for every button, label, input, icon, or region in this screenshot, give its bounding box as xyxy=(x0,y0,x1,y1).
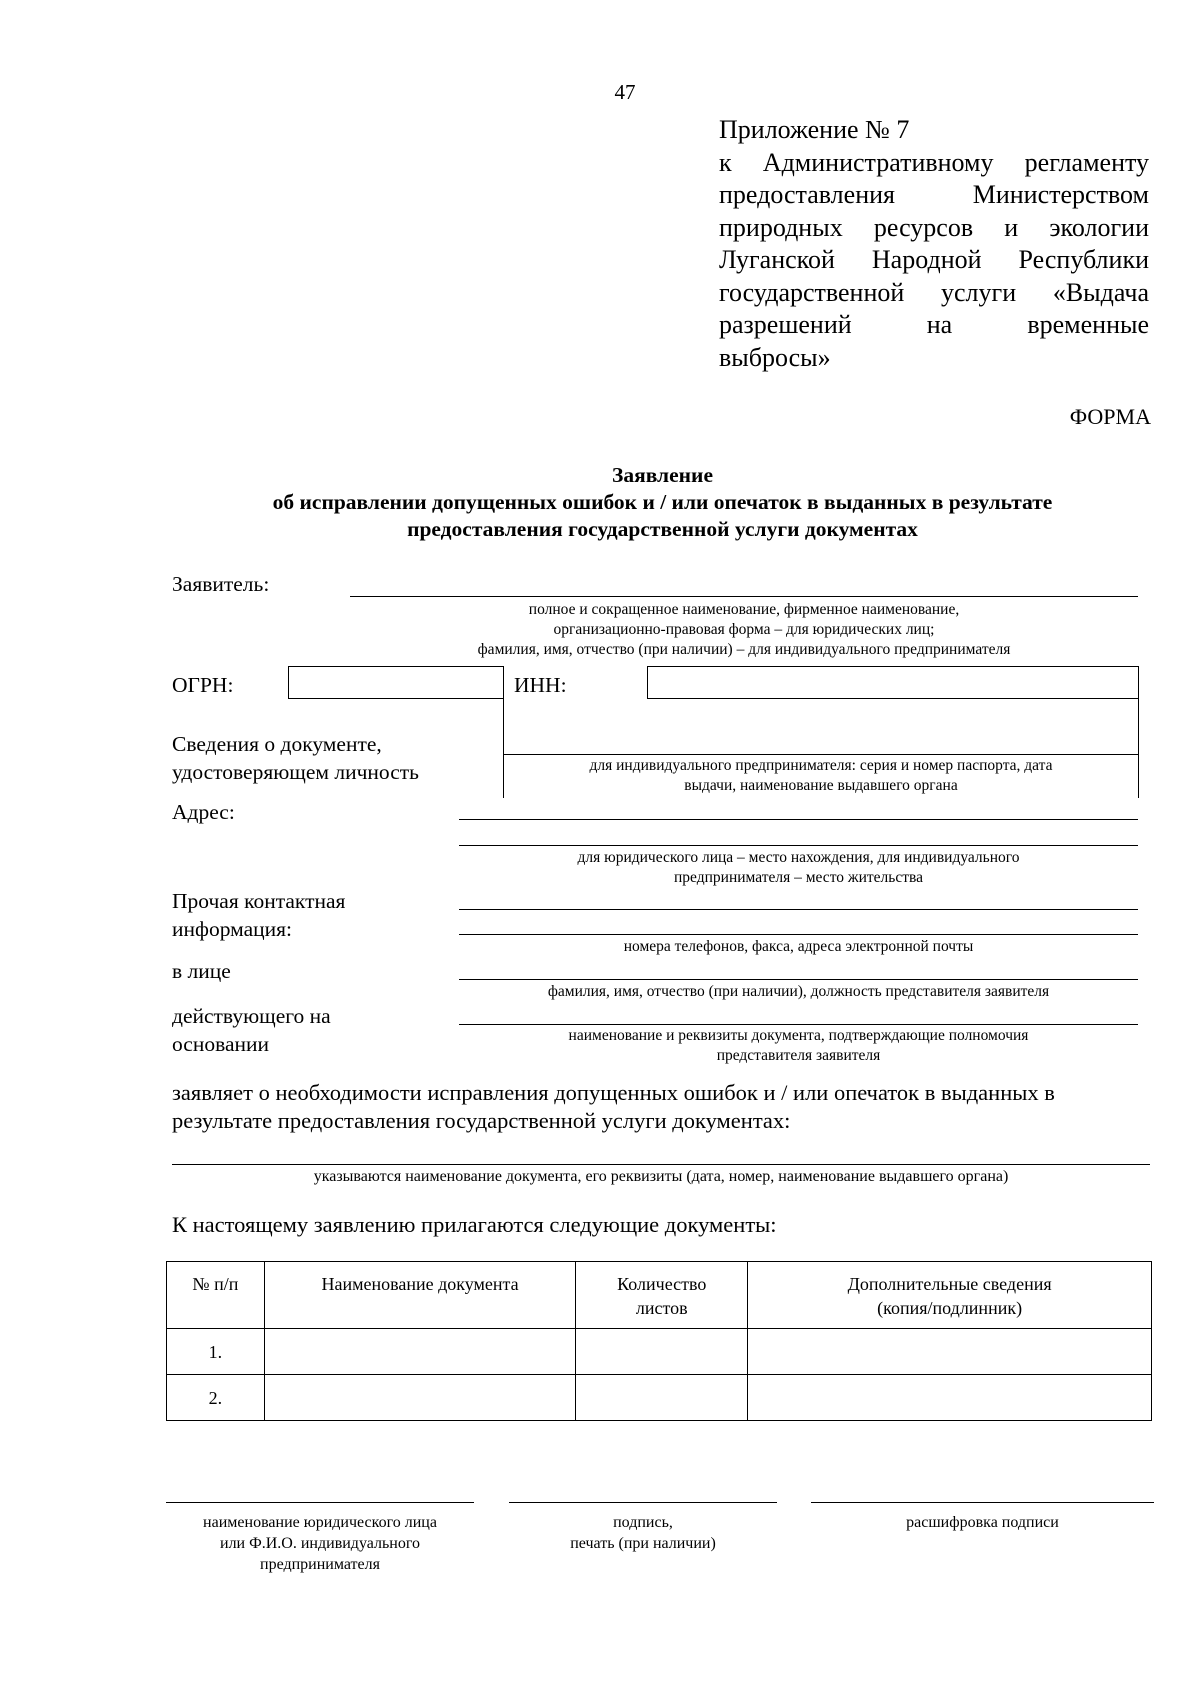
table-cell[interactable] xyxy=(748,1375,1152,1421)
appendix-line: государственной услуги «Выдача xyxy=(719,277,1149,307)
table-cell[interactable] xyxy=(264,1329,576,1375)
address-label: Адрес: xyxy=(172,800,235,824)
hint-line: организационно-правовая форма – для юридических лиц; xyxy=(553,621,935,638)
table-row xyxy=(167,1375,1152,1421)
ogrn-field[interactable] xyxy=(288,666,504,699)
contact-field-line-2[interactable] xyxy=(459,934,1138,935)
table-header-row xyxy=(167,1262,1152,1329)
row-number: 1. xyxy=(167,1329,265,1375)
person-label: в лице xyxy=(172,959,231,983)
inn-label: ИНН: xyxy=(514,673,567,697)
applicant-hint xyxy=(350,600,1138,660)
basis-field[interactable] xyxy=(459,1024,1138,1025)
statement-field[interactable] xyxy=(172,1164,1150,1165)
address-hint xyxy=(459,848,1138,888)
signature-caption xyxy=(509,1512,777,1554)
appendix-header xyxy=(719,114,1149,374)
title-line: предоставления государственной услуги документах xyxy=(407,517,918,541)
contact-hint: номера телефонов, факса, адреса электронной почты xyxy=(623,938,974,955)
hint-line: полное и сокращенное наименование, фирменное наименование, xyxy=(528,601,960,618)
statement-text: заявляет о необходимости исправления допущенных ошибок и / или опечаток в выданных в результате предоставления государственной услуги документах: xyxy=(172,1080,1055,1133)
label-line: Прочая контактная xyxy=(172,889,346,913)
attachments-intro: К настоящему заявлению прилагаются следующие документы: xyxy=(172,1212,777,1237)
signature-name-field[interactable] xyxy=(166,1502,474,1503)
applicant-field[interactable] xyxy=(350,596,1138,597)
basis-hint xyxy=(459,1026,1138,1066)
hint-line: для индивидуального предпринимателя: серия и номер паспорта, дата xyxy=(589,757,1053,774)
signature-name-caption xyxy=(166,1512,474,1575)
table-cell[interactable] xyxy=(576,1375,748,1421)
hint-line: наименование и реквизиты документа, подтверждающие полномочия xyxy=(568,1027,1029,1044)
column-header: Дополнительные сведения (копия/подлинник) xyxy=(748,1262,1152,1329)
caption-line: или Ф.И.О. индивидуального xyxy=(220,1535,420,1552)
inn-field[interactable] xyxy=(647,666,1139,699)
label-line: Сведения о документе, xyxy=(172,732,382,756)
appendix-line: природных ресурсов и экологии xyxy=(719,212,1149,242)
id-doc-hint xyxy=(504,756,1138,796)
documents-table xyxy=(166,1261,1152,1421)
statement-hint: указываются наименование документа, его реквизиты (дата, номер, наименование выдавшего органа) xyxy=(313,1168,1009,1185)
hint-line: для юридического лица – место нахождения, для индивидуального xyxy=(577,849,1020,866)
row-number: 2. xyxy=(167,1375,265,1421)
table-cell[interactable] xyxy=(264,1375,576,1421)
person-hint: фамилия, имя, отчество (при наличии), должность представителя заявителя xyxy=(547,983,1050,1000)
hint-line: предпринимателя – место жительства xyxy=(674,869,923,886)
hint-line: фамилия, имя, отчество (при наличии) – для индивидуального предпринимателя xyxy=(477,641,1011,658)
label-line: удостоверяющем личность xyxy=(172,760,419,784)
ogrn-label: ОГРН: xyxy=(172,673,234,697)
form-label: ФОРМА xyxy=(1069,404,1151,429)
appendix-line: предоставления Министерством xyxy=(719,180,1149,209)
appendix-line: разрешений на временные xyxy=(719,310,1149,339)
caption-line: печать (при наличии) xyxy=(570,1535,716,1552)
label-line: информация: xyxy=(172,917,292,941)
column-header: Количество листов xyxy=(576,1262,748,1329)
page-number: 47 xyxy=(614,80,636,104)
column-header: Наименование документа xyxy=(264,1262,576,1329)
title-line: об исправлении допущенных ошибок и / или опечаток в выданных в результате xyxy=(272,490,1053,514)
hint-line: выдачи, наименование выдавшего органа xyxy=(684,777,958,794)
contact-field[interactable] xyxy=(459,909,1138,910)
basis-label xyxy=(172,1002,331,1058)
column-header: № п/п xyxy=(167,1262,265,1329)
label-line: основании xyxy=(172,1032,270,1056)
address-field[interactable] xyxy=(459,819,1138,820)
table-row xyxy=(167,1329,1152,1375)
person-field[interactable] xyxy=(459,979,1138,980)
hint-line: представителя заявителя xyxy=(716,1047,881,1064)
caption-line: подпись, xyxy=(613,1514,673,1531)
appendix-line: Луганской Народной Республики xyxy=(719,245,1149,274)
applicant-label: Заявитель: xyxy=(172,572,270,596)
contact-label xyxy=(172,887,345,943)
id-doc-label xyxy=(172,730,419,786)
signature-decode-caption: расшифровка подписи xyxy=(906,1514,1059,1531)
document-title xyxy=(0,462,1200,543)
table-cell[interactable] xyxy=(748,1329,1152,1375)
address-field-line-2[interactable] xyxy=(459,845,1138,846)
caption-line: наименование юридического лица xyxy=(203,1514,437,1531)
appendix-line: Приложение № 7 xyxy=(719,115,910,144)
id-doc-line xyxy=(504,754,1138,755)
signature-field[interactable] xyxy=(509,1502,777,1503)
caption-line: предпринимателя xyxy=(260,1556,380,1573)
label-line: действующего на xyxy=(172,1004,331,1028)
title-line: Заявление xyxy=(612,463,713,487)
signature-decode-field[interactable] xyxy=(811,1502,1154,1503)
id-doc-field[interactable] xyxy=(503,698,1139,798)
appendix-line: к Административному регламенту xyxy=(719,147,1149,177)
appendix-line: выбросы» xyxy=(719,342,831,372)
table-cell[interactable] xyxy=(576,1329,748,1375)
